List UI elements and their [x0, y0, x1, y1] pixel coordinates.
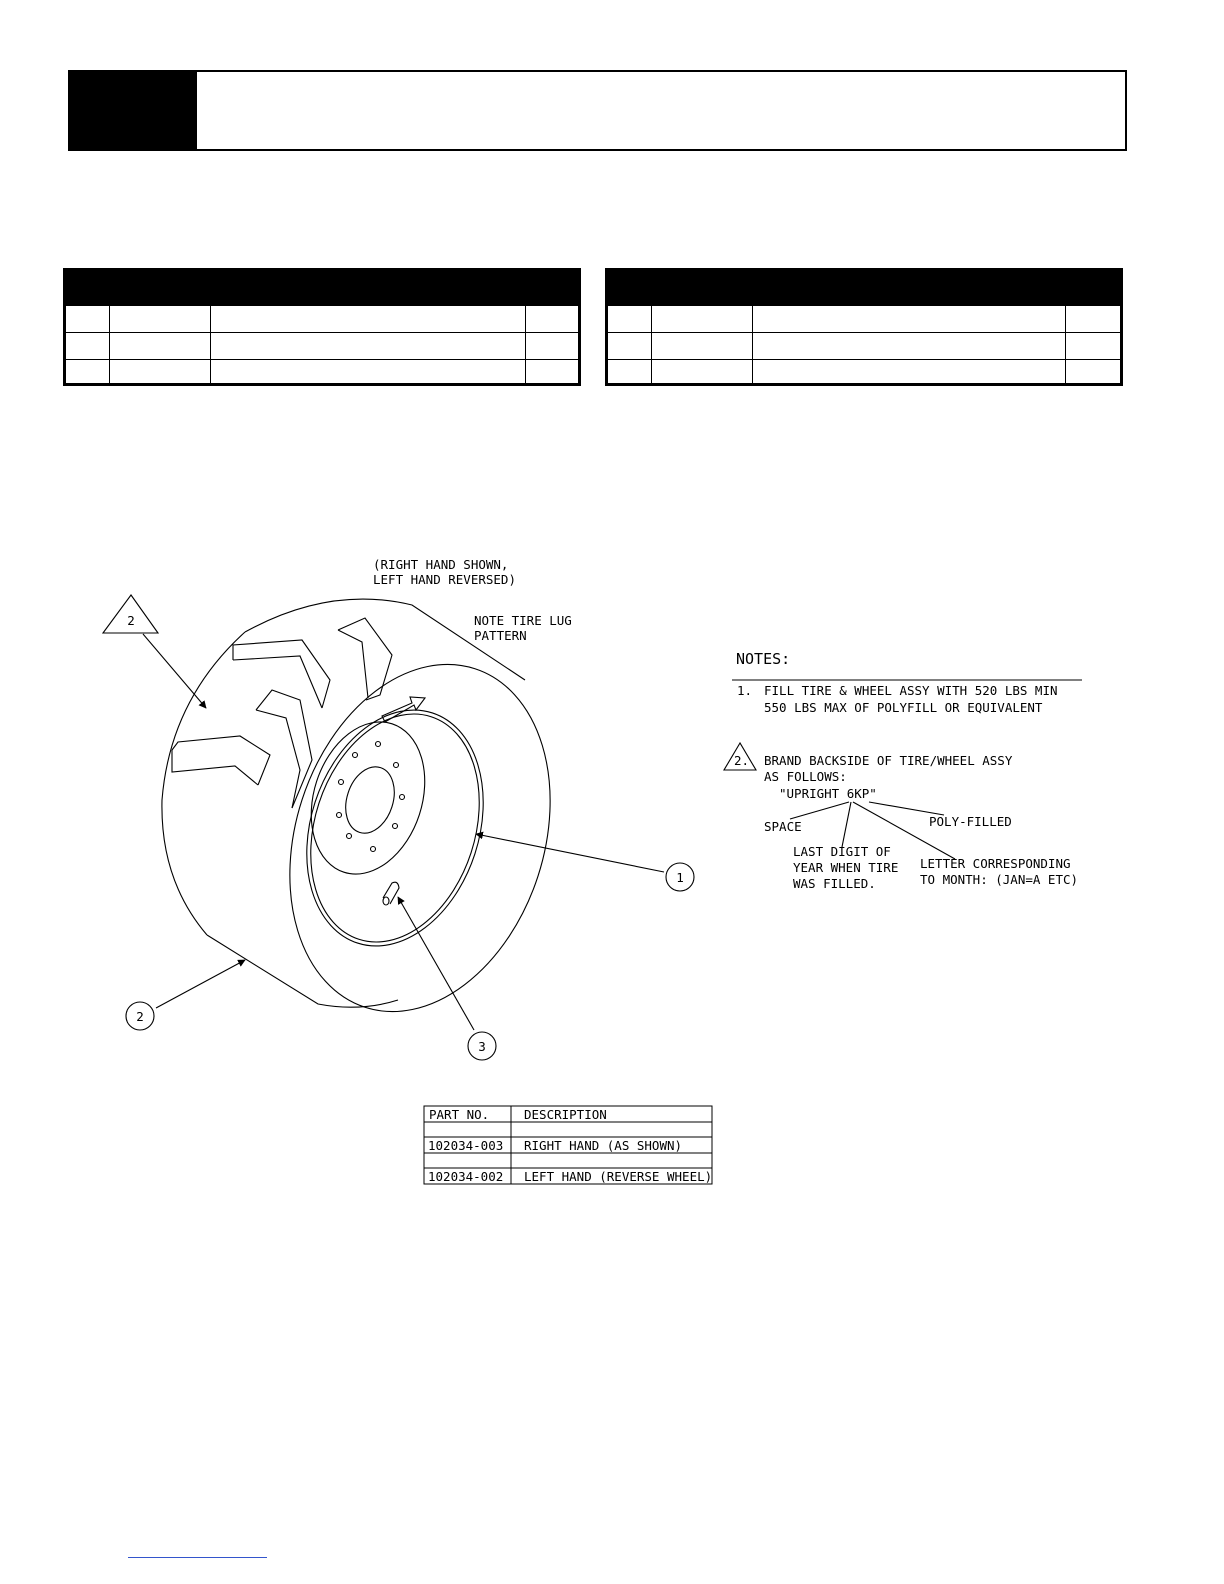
note2-number: 2. — [734, 753, 750, 768]
label-digit-line2: YEAR WHEN TIRE — [793, 860, 899, 875]
lug-note-line1: NOTE TIRE LUG — [474, 613, 572, 628]
label-digit-line1: LAST DIGIT OF — [793, 844, 891, 859]
brand-text: "UPRIGHT 6KP" — [779, 786, 877, 801]
valve-stem-icon — [383, 882, 399, 905]
label-polyfilled: POLY-FILLED — [929, 814, 1012, 829]
notes-heading: NOTES: — [736, 650, 791, 668]
space-leader — [790, 802, 849, 819]
orientation-note-line1: (RIGHT HAND SHOWN, — [373, 557, 509, 572]
balloon-1-label: 1 — [676, 870, 684, 885]
digit-leader — [842, 802, 851, 847]
row2-part-no: 102034-002 — [428, 1169, 504, 1184]
row1-description: RIGHT HAND (AS SHOWN) — [524, 1138, 683, 1153]
tread-lugs — [172, 618, 392, 808]
row2-description: LEFT HAND (REVERSE WHEEL) — [524, 1169, 713, 1184]
footer-link-underline[interactable] — [128, 1557, 267, 1558]
orientation-note-line2: LEFT HAND REVERSED) — [373, 572, 516, 587]
balloon-2-label: 2 — [136, 1009, 144, 1024]
label-space: SPACE — [764, 819, 802, 834]
label-letter-line2: TO MONTH: (JAN=A ETC) — [920, 872, 1079, 887]
note1-line1: FILL TIRE & WHEEL ASSY WITH 520 LBS MIN — [764, 683, 1058, 698]
note2-line2: AS FOLLOWS: — [764, 769, 847, 784]
flag-2-label: 2 — [127, 613, 135, 628]
note1-number: 1. — [737, 683, 753, 698]
col-header-description: DESCRIPTION — [524, 1107, 607, 1122]
row1-part-no: 102034-003 — [428, 1138, 504, 1153]
rotation-arrow-icon — [382, 697, 425, 722]
note1-line2: 550 LBS MAX OF POLYFILL OR EQUIVALENT — [764, 700, 1043, 715]
col-header-part-no: PART NO. — [429, 1107, 490, 1122]
leader-balloon-1 — [476, 834, 664, 872]
label-letter-line1: LETTER CORRESPONDING — [920, 856, 1071, 871]
variants-table — [424, 1106, 712, 1184]
leader-balloon-2 — [156, 960, 245, 1008]
tire-outline — [162, 599, 593, 1046]
balloon-3-label: 3 — [478, 1039, 486, 1054]
lug-note-line2: PATTERN — [474, 628, 527, 643]
note2-line1: BRAND BACKSIDE OF TIRE/WHEEL ASSY — [764, 753, 1013, 768]
label-digit-line3: WAS FILLED. — [793, 876, 876, 891]
leader-flag-2 — [143, 634, 206, 708]
